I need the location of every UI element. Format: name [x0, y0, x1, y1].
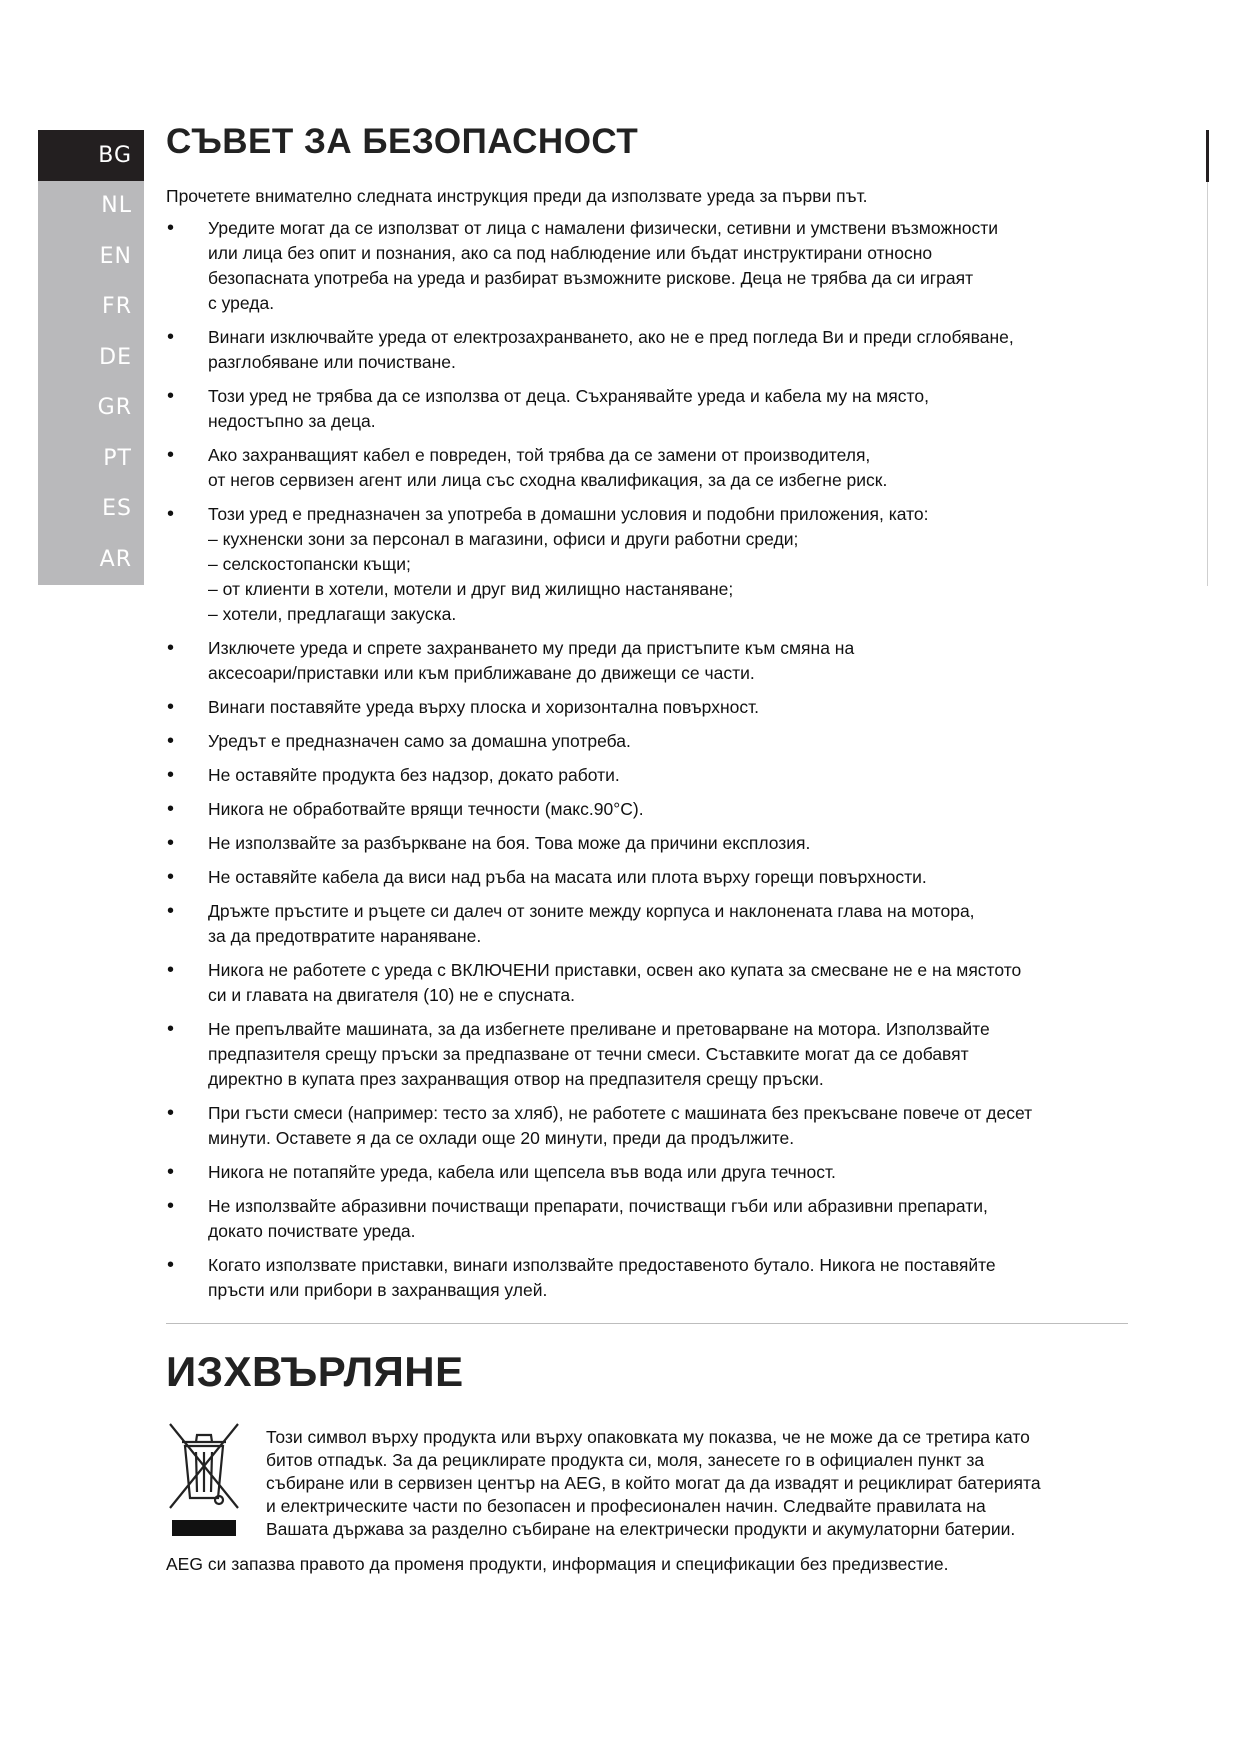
lang-tab-label: ES [102, 496, 132, 522]
list-item-text: Никога не потапяйте уреда, кабела или щепсела във вода или друга течност. [208, 1162, 836, 1182]
list-item [166, 216, 1136, 316]
lang-tab-label: FR [102, 294, 132, 320]
safety-intro: Прочетете внимателно следната инструкция преди да използвате уреда за първи път. [166, 186, 868, 206]
lang-tab-label: PT [103, 445, 132, 471]
list-item [166, 1253, 1136, 1303]
lang-tab-gr[interactable] [38, 383, 144, 434]
list-item-text: Не използвайте абразивни почистващи препарати, почистващи гъби или абразивни препарати, докато почиствате уреда. [208, 1196, 988, 1241]
list-item [166, 1160, 1136, 1185]
list-item-text: Никога не работете с уреда с ВКЛЮЧЕНИ приставки, освен ако купата за смесване не е на мястото си и главата на двигателя (10) не е спусната. [208, 960, 1022, 1005]
bullet-icon: • [167, 764, 175, 786]
list-item [166, 899, 1136, 949]
list-item [166, 325, 1136, 375]
bullet-icon: • [167, 1161, 175, 1183]
bullet-icon: • [167, 1102, 175, 1124]
bullet-icon: • [167, 1195, 175, 1217]
page-content [166, 122, 1136, 1576]
list-item [166, 1017, 1136, 1092]
list-item-text: Винаги поставяйте уреда върху плоска и хоризонтална повърхност. [208, 697, 760, 717]
bullet-icon: • [167, 832, 175, 854]
disposal-section [166, 1426, 1136, 1550]
lang-tab-ar[interactable] [38, 534, 144, 585]
bullet-icon: • [167, 1254, 175, 1276]
list-item [166, 443, 1136, 493]
list-item-text: Не оставяйте продукта без надзор, докато работи. [208, 765, 620, 785]
lang-tab-de[interactable] [38, 332, 144, 383]
disposal-text: Този символ върху продукта или върху опаковката му показва, че не може да се третира като битов отпадък. За да рециклирате продукта си, моля, занесете го в официален пункт за събиране или в сервизен център на AEG, в който могат да да извадят и рециклират батерията и електрическите части по безопасен и професионален начин. Следвайте правилата на Вашата държава за разделно събиране на електрически продукти и акумулаторни батерии. [266, 1427, 1041, 1539]
bullet-icon: • [167, 798, 175, 820]
list-item-text: Този уред е предназначен за употреба в домашни условия и подобни приложения, като: – кухненски зони за персонал в магазини, офиси и други работни среди; – селскостопански къщи; – от клиенти в хотели, мотели и друг вид жилищно настаняване; – хотели, предлагащи закуска. [208, 504, 929, 624]
list-item [166, 1194, 1136, 1244]
disposal-title: ИЗХВЪРЛЯНЕ [166, 1348, 464, 1395]
list-item [166, 695, 1136, 720]
lang-tab-label: NL [101, 193, 132, 219]
list-item-text: Уредът е предназначен само за домашна употреба. [208, 731, 631, 751]
bullet-icon: • [167, 326, 175, 348]
bullet-icon: • [167, 503, 175, 525]
lang-tab-nl[interactable] [38, 181, 144, 232]
list-item [166, 384, 1136, 434]
section-divider [166, 1323, 1128, 1324]
list-item [166, 636, 1136, 686]
bullet-icon: • [167, 637, 175, 659]
lang-tab-pt[interactable] [38, 433, 144, 484]
bullet-icon: • [167, 900, 175, 922]
list-item-text: Когато използвате приставки, винаги използвайте предоставеното бутало. Никога не поставяйте пръсти или прибори в захранващия улей. [208, 1255, 996, 1300]
lang-tab-label: GR [97, 395, 132, 421]
list-item [166, 1101, 1136, 1151]
bullet-icon: • [167, 959, 175, 981]
list-item [166, 502, 1136, 627]
page-edge-marker [1206, 130, 1209, 182]
bullet-icon: • [167, 385, 175, 407]
footer-note: AEG си запазва правото да променя продукти, информация и спецификации без предизвестие. [166, 1554, 949, 1574]
safety-list [166, 216, 1136, 1303]
language-tabs [38, 130, 144, 585]
lang-tab-label: EN [99, 243, 132, 269]
lang-tab-fr[interactable] [38, 282, 144, 333]
lang-tab-bg[interactable] [38, 130, 144, 181]
list-item-text: Не използвайте за разбъркване на боя. Това може да причини експлозия. [208, 833, 811, 853]
safety-title: СЪВЕТ ЗА БЕЗОПАСНОСТ [166, 122, 639, 161]
bullet-icon: • [167, 730, 175, 752]
bullet-icon: • [167, 217, 175, 239]
lang-tab-label: BG [98, 142, 132, 168]
lang-tab-label: AR [99, 546, 132, 572]
list-item-text: Дръжте пръстите и ръцете си далеч от зоните между корпуса и наклонената глава на мотора, за да предотвратите нараняване. [208, 901, 975, 946]
list-item [166, 958, 1136, 1008]
list-item-text: Този уред не трябва да се използва от деца. Съхранявайте уреда и кабела му на място, недостъпно за деца. [208, 386, 929, 431]
list-item-text: Не препълвайте машината, за да избегнете преливане и претоварване на мотора. Използвайте предпазителя срещу пръски за предпазване от течни смеси. Съставките могат да се добавят директно в купата през захранващия отвор на предпазителя срещу пръски. [208, 1019, 990, 1089]
list-item-text: Изключете уреда и спрете захранването му преди да пристъпите към смяна на аксесоари/приставки или към приближаване до движещи се части. [208, 638, 855, 683]
list-item [166, 729, 1136, 754]
bullet-icon: • [167, 444, 175, 466]
list-item [166, 831, 1136, 856]
list-item-text: Ако захранващият кабел е повреден, той трябва да се замени от производителя, от негов сервизен агент или лица със сходна квалификация, за да се избегне риск. [208, 445, 888, 490]
bullet-icon: • [167, 1018, 175, 1040]
list-item [166, 763, 1136, 788]
list-item-text: Не оставяйте кабела да виси над ръба на масата или плота върху горещи повърхности. [208, 867, 927, 887]
list-item-text: При гъсти смеси (например: тесто за хляб), не работете с машината без прекъсване повече от десет минути. Оставете я да се охлади още 20 минути, преди да продължите. [208, 1103, 1033, 1148]
list-item-text: Винаги изключвайте уреда от електрозахранването, ако не е пред погледа Ви и преди сглобяване, разглобяване или почистване. [208, 327, 1014, 372]
page-edge-line [1207, 182, 1208, 586]
list-item [166, 865, 1136, 890]
bullet-icon: • [167, 866, 175, 888]
bullet-icon: • [167, 696, 175, 718]
crossed-out-wheelie-bin-icon [166, 1420, 242, 1538]
list-item [166, 797, 1136, 822]
lang-tab-en[interactable] [38, 231, 144, 282]
list-item-text: Уредите могат да се използват от лица с намалени физически, сетивни и умствени възможности или лица без опит и познания, ако са под наблюдение или бъдат инструктирани относно безопасната употреба на уреда и разбират възможните рискове. Деца не трябва да си играят с уреда. [208, 218, 999, 313]
lang-tab-label: DE [99, 344, 132, 370]
list-item-text: Никога не обработвайте врящи течности (макс.90°C). [208, 799, 644, 819]
lang-tab-es[interactable] [38, 484, 144, 535]
